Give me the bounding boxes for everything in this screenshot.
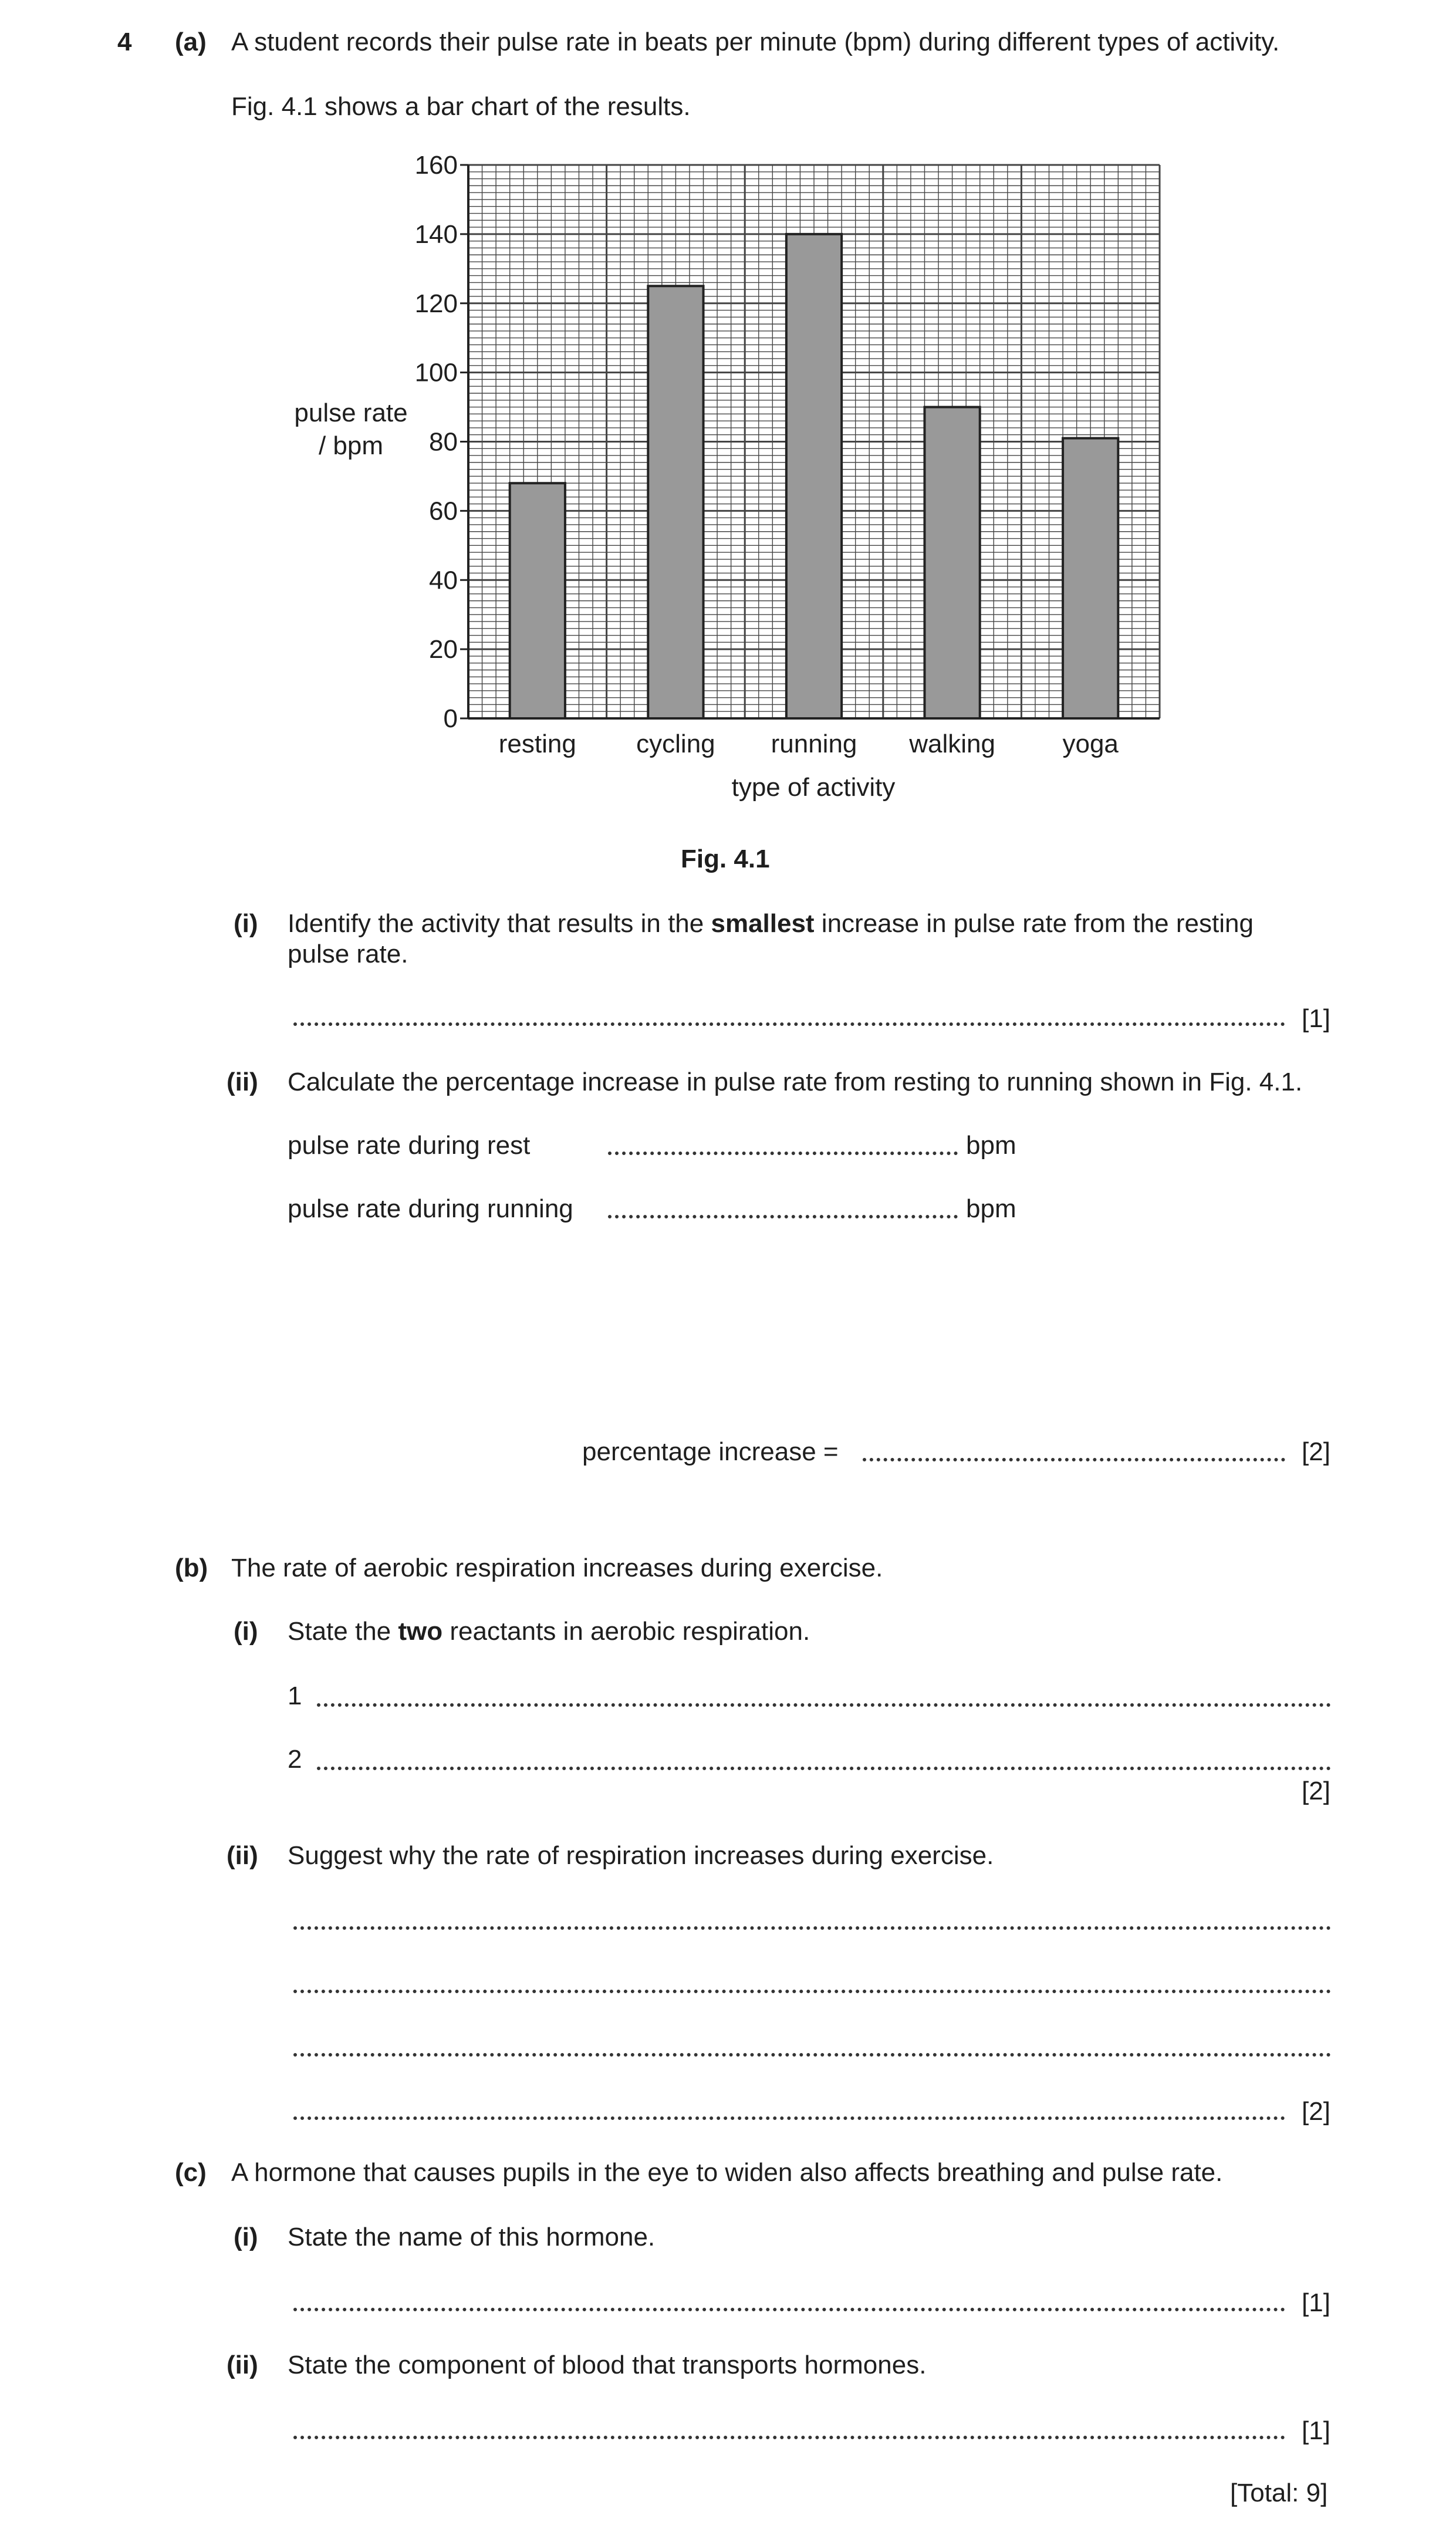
bar-running xyxy=(786,234,842,718)
part-c-i-marks: [1] xyxy=(1302,2288,1330,2317)
part-a-i-bold: smallest xyxy=(711,909,815,938)
figure-caption: Fig. 4.1 xyxy=(681,845,770,873)
part-b-ii-marks: [2] xyxy=(1302,2097,1330,2126)
part-b-i-marks: [2] xyxy=(1302,1777,1330,1805)
part-b-ii-text: Suggest why the rate of respiration increases during exercise. xyxy=(288,1841,994,1870)
part-c-ii-answer-line[interactable] xyxy=(293,2436,1285,2439)
reactant-1-number: 1 xyxy=(288,1682,302,1710)
part-a-i-text-before: Identify the activity that results in the xyxy=(288,909,711,938)
y-tick-label: 120 xyxy=(414,289,458,318)
y-tick-label: 80 xyxy=(429,427,458,457)
y-axis-label-line1: pulse rate xyxy=(294,399,408,427)
x-tick-label-yoga: yoga xyxy=(1062,730,1119,758)
x-tick-label-running: running xyxy=(771,730,857,758)
reactant-1-answer-line[interactable] xyxy=(317,1703,1331,1707)
y-tick-label: 60 xyxy=(429,497,458,526)
bar-resting xyxy=(510,483,565,718)
part-a-ii-label: (ii) xyxy=(227,1068,258,1096)
part-b-i-label: (i) xyxy=(234,1617,258,1646)
rest-rate-answer-line[interactable] xyxy=(608,1152,958,1155)
part-b-i-text-after: reactants in aerobic respiration. xyxy=(442,1617,810,1646)
part-b-ii-answer-line-1[interactable] xyxy=(293,1926,1331,1930)
part-b-ii-answer-line-2[interactable] xyxy=(293,1990,1331,1993)
part-b-label: (b) xyxy=(175,1554,208,1582)
part-b-i-text-before: State the xyxy=(288,1617,398,1646)
part-c-ii-label: (ii) xyxy=(227,2351,258,2379)
part-c-i-label: (i) xyxy=(234,2223,258,2251)
bar-walking xyxy=(924,407,979,718)
x-tick-labels xyxy=(499,730,1119,758)
x-tick-label-walking: walking xyxy=(909,730,995,758)
part-b-i-text xyxy=(288,1616,810,1647)
part-b-ii-answer-line-3[interactable] xyxy=(293,2053,1331,2057)
part-b-ii-answer-line-4[interactable] xyxy=(293,2116,1285,2120)
running-rate-label: pulse rate during running xyxy=(288,1194,573,1223)
part-a-ii-marks: [2] xyxy=(1302,1437,1330,1466)
part-b-ii-label: (ii) xyxy=(227,1841,258,1870)
part-c-ii-text: State the component of blood that transports hormones. xyxy=(288,2351,927,2379)
part-a-i-marks: [1] xyxy=(1302,1004,1330,1033)
question-total: [Total: 9] xyxy=(1230,2479,1328,2507)
figure-intro: Fig. 4.1 shows a bar chart of the results. xyxy=(231,92,691,121)
rest-rate-label: pulse rate during rest xyxy=(288,1131,531,1160)
x-tick-label-resting: resting xyxy=(498,730,576,758)
percentage-increase-label: percentage increase = xyxy=(582,1437,839,1466)
running-rate-unit: bpm xyxy=(966,1194,1016,1223)
part-a-stem: A student records their pulse rate in beats per minute (bpm) during different types of activity. xyxy=(231,28,1280,56)
y-tick-label: 140 xyxy=(414,220,458,249)
part-a-i-answer-line[interactable] xyxy=(293,1022,1285,1026)
y-tick-label: 20 xyxy=(429,635,458,664)
percentage-increase-answer-line[interactable] xyxy=(863,1458,1285,1461)
y-axis-label-line2: / bpm xyxy=(318,431,384,460)
part-c-stem: A hormone that causes pupils in the eye to widen also affects breathing and pulse rate. xyxy=(231,2158,1223,2187)
part-a-label: (a) xyxy=(175,28,207,56)
part-a-i-text xyxy=(288,909,1254,940)
part-b-stem: The rate of aerobic respiration increases during exercise. xyxy=(231,1554,883,1582)
part-a-i-text-line2: pulse rate. xyxy=(288,940,408,968)
rest-rate-unit: bpm xyxy=(966,1131,1016,1160)
part-b-i-bold: two xyxy=(398,1617,443,1646)
bar-chart xyxy=(0,0,1456,833)
y-tick-label: 0 xyxy=(443,704,458,733)
reactant-2-number: 2 xyxy=(288,1745,302,1774)
reactant-2-answer-line[interactable] xyxy=(317,1767,1331,1770)
bar-cycling xyxy=(648,286,703,718)
part-c-ii-marks: [1] xyxy=(1302,2416,1330,2445)
y-tick-label: 100 xyxy=(414,358,458,387)
y-tick-label: 160 xyxy=(414,151,458,180)
part-a-ii-text: Calculate the percentage increase in pulse rate from resting to running shown in Fig. 4.1. xyxy=(288,1068,1303,1096)
part-a-i-text-after: increase in pulse rate from the resting xyxy=(814,909,1254,938)
bar-yoga xyxy=(1063,438,1118,718)
part-a-i-label: (i) xyxy=(234,909,258,938)
x-axis-label: type of activity xyxy=(731,773,896,802)
part-c-label: (c) xyxy=(175,2158,207,2187)
part-c-i-answer-line[interactable] xyxy=(293,2308,1285,2311)
part-c-i-text: State the name of this hormone. xyxy=(288,2223,656,2251)
running-rate-answer-line[interactable] xyxy=(608,1215,958,1218)
x-tick-label-cycling: cycling xyxy=(636,730,715,758)
y-tick-labels xyxy=(415,151,458,733)
y-tick-label: 40 xyxy=(429,566,458,595)
question-number: 4 xyxy=(117,28,132,56)
